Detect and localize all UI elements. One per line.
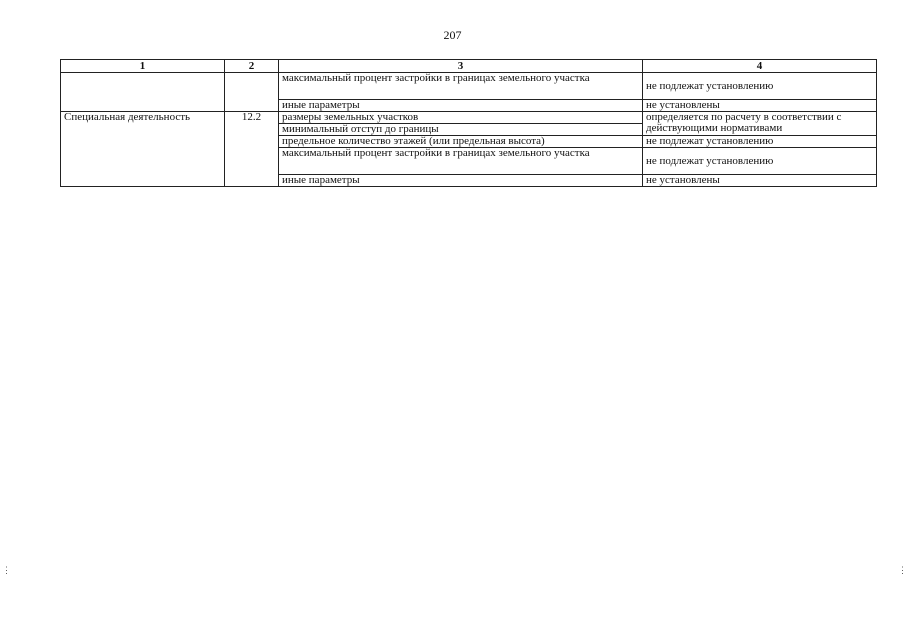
page-number: 207 xyxy=(443,28,462,42)
right-margin-mark: ⋮ xyxy=(898,565,907,575)
header-col-4: 4 xyxy=(643,60,877,73)
value-cell: не подлежат установлению xyxy=(643,148,877,175)
table-row xyxy=(61,73,877,100)
value-cell: не установлены xyxy=(643,100,877,112)
header-col-2: 2 xyxy=(225,60,279,73)
param-cell: максимальный процент застройки в границах земельного участка xyxy=(279,73,643,100)
param-cell: иные параметры xyxy=(279,100,643,112)
param-cell: предельное количество этажей (или предельная высота) xyxy=(279,136,643,148)
param-cell: размеры земельных участков xyxy=(279,112,643,124)
parameters-table xyxy=(60,59,877,187)
header-col-3: 3 xyxy=(279,60,643,73)
param-cell: максимальный процент застройки в границах земельного участка xyxy=(279,148,643,175)
value-cell: не подлежат установлению xyxy=(643,73,877,100)
value-cell: не подлежат установлению xyxy=(643,136,877,148)
land-use-name-cell: Специальная деятельность xyxy=(61,112,225,187)
empty-name-cell xyxy=(61,73,225,112)
merged-value-cell: определяется по расчету в соответствии с действующими нормативами xyxy=(643,112,877,136)
param-cell: минимальный отступ до границы xyxy=(279,124,643,136)
header-col-1: 1 xyxy=(61,60,225,73)
empty-code-cell xyxy=(225,73,279,112)
table-row xyxy=(61,112,877,124)
value-cell: не установлены xyxy=(643,175,877,187)
table-header-row xyxy=(61,60,877,73)
land-use-code-cell: 12.2 xyxy=(225,112,279,187)
param-cell: иные параметры xyxy=(279,175,643,187)
left-margin-mark: ⋮ xyxy=(2,565,11,575)
